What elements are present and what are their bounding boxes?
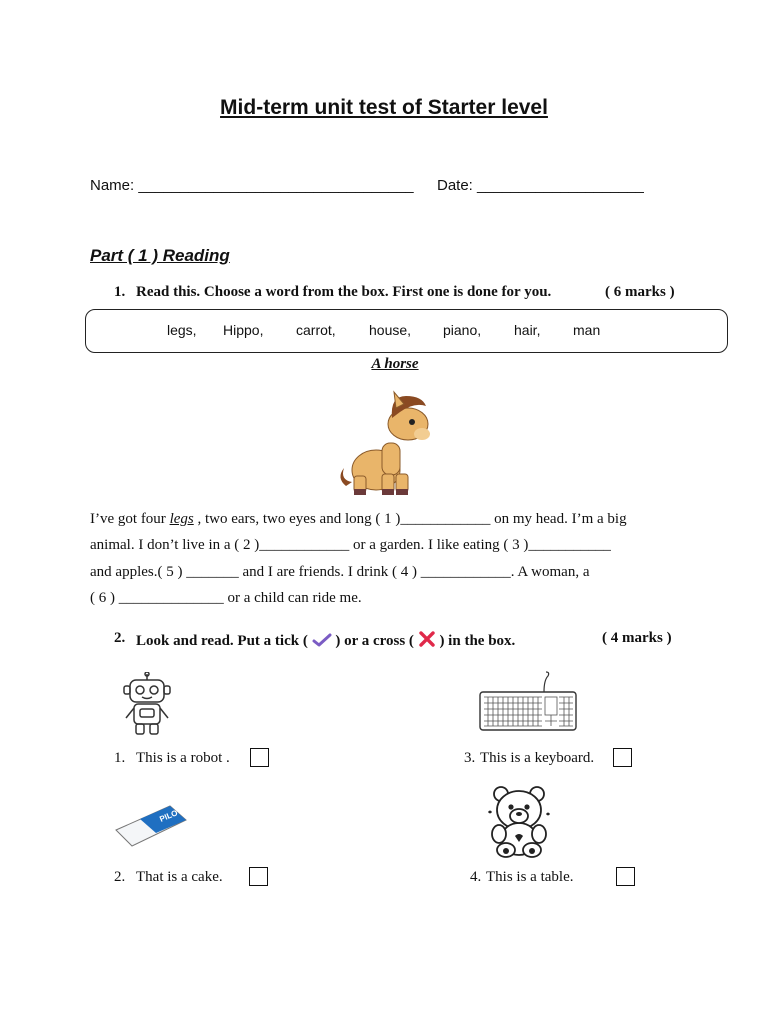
passage-line-3: and apples.( 5 ) _______ and I are friends. I drink ( 4 ) ____________. A woman, a <box>90 564 590 580</box>
answer-box-2[interactable] <box>249 867 268 886</box>
word-option: man <box>573 322 601 338</box>
answer-box-1[interactable] <box>250 748 269 767</box>
part-heading: Part ( 1 ) Reading <box>90 246 230 265</box>
teddy-bear-image <box>484 784 554 858</box>
question-2-marks: ( 4 marks ) <box>602 630 672 646</box>
word-option: Hippo, <box>223 322 264 338</box>
passage-text: , two ears, two eyes and long ( 1 )____________ on my head. I’m a big <box>193 511 627 527</box>
passage-line-2: animal. I don’t live in a ( 2 )____________ or a garden. I like eating ( 3 )___________ <box>90 537 611 553</box>
item-3-number: 3. <box>464 750 476 766</box>
word-option: house, <box>369 322 412 338</box>
passage-line-4: ( 6 ) ______________ or a child can ride me. <box>90 590 362 606</box>
item-2-number: 2. <box>114 869 126 885</box>
picture-caption: A horse <box>371 356 419 372</box>
question-2-number: 2. <box>114 630 126 646</box>
word-option: piano, <box>443 322 482 338</box>
item-4-text: This is a table. <box>486 869 574 885</box>
horse-image <box>334 388 434 498</box>
instruction-text: Look and read. Put a tick ( <box>136 633 308 649</box>
eraser-brand: PILOT <box>158 806 184 824</box>
question-2-instruction <box>136 630 515 650</box>
name-field[interactable]: Name: _________________________________ <box>90 177 414 194</box>
cross-icon <box>418 630 436 648</box>
item-1-text: This is a robot . <box>136 750 230 766</box>
word-box <box>85 309 728 353</box>
tick-icon <box>312 633 332 647</box>
item-1-number: 1. <box>114 750 126 766</box>
instruction-text: ) in the box. <box>439 633 516 649</box>
question-1-instruction: Read this. Choose a word from the box. First one is done for you. <box>136 284 552 300</box>
passage-line-1 <box>90 511 627 528</box>
keyboard-image <box>478 670 578 732</box>
robot-image <box>118 672 176 736</box>
question-1-number: 1. <box>114 284 126 300</box>
page-title: Mid-term unit test of Starter level <box>220 96 548 119</box>
word-option: legs, <box>167 322 197 338</box>
passage-text: I’ve got four <box>90 511 170 527</box>
word-option: carrot, <box>296 322 336 338</box>
eraser-image <box>112 800 190 852</box>
date-field[interactable]: Date: ____________________ <box>437 177 644 194</box>
item-4-number: 4. <box>470 869 482 885</box>
answer-box-3[interactable] <box>613 748 632 767</box>
item-3-text: This is a keyboard. <box>480 750 595 766</box>
example-answer: legs <box>169 511 194 527</box>
item-2-text: That is a cake. <box>136 869 223 885</box>
instruction-text: ) or a cross ( <box>335 633 414 649</box>
word-option: hair, <box>514 322 541 338</box>
answer-box-4[interactable] <box>616 867 635 886</box>
question-1-marks: ( 6 marks ) <box>605 284 675 300</box>
